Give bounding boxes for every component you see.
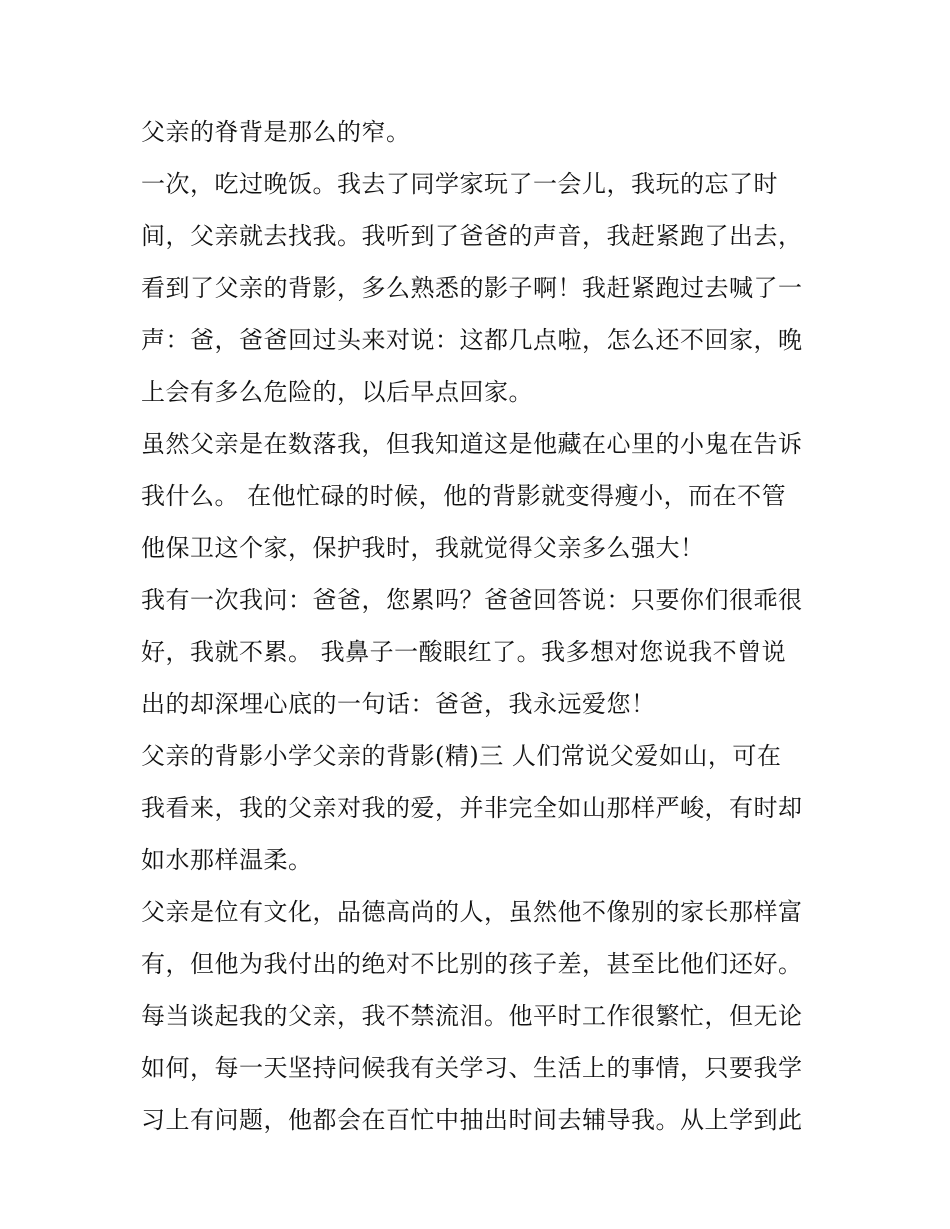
text-line: 如水那样温柔。 bbox=[141, 846, 313, 874]
text-line: 父亲的背影小学父亲的背影(精)三 人们常说父爱如山，可在 bbox=[141, 742, 782, 770]
text-line: 声：爸，爸爸回过头来对说：这都几点啦，怎么还不回家，晚 bbox=[141, 326, 803, 354]
text-line: 看到了父亲的背影，多么熟悉的影子啊！我赶紧跑过去喊了一 bbox=[141, 274, 803, 302]
text-line: 我看来，我的父亲对我的爱，并非完全如山那样严峻，有时却 bbox=[141, 794, 803, 822]
text-line: 出的却深埋心底的一句话：爸爸，我永远爱您！ bbox=[141, 690, 656, 718]
text-line: 我有一次我问：爸爸，您累吗？爸爸回答说：只要你们很乖很 bbox=[141, 586, 803, 614]
text-line: 上会有多么危险的，以后早点回家。 bbox=[141, 378, 533, 406]
body-text bbox=[141, 106, 821, 1146]
text-line: 好，我就不累。 我鼻子一酸眼红了。我多想对您说我不曾说 bbox=[141, 638, 787, 666]
text-line: 我什么。 在他忙碌的时候，他的背影就变得瘦小，而在不管 bbox=[141, 482, 787, 510]
text-line: 间，父亲就去找我。我听到了爸爸的声音，我赶紧跑了出去， bbox=[141, 222, 803, 250]
text-line: 他保卫这个家，保护我时，我就觉得父亲多么强大！ bbox=[141, 534, 705, 562]
text-line: 习上有问题，他都会在百忙中抽出时间去辅导我。从上学到此 bbox=[141, 1106, 803, 1134]
text-line: 每当谈起我的父亲，我不禁流泪。他平时工作很繁忙，但无论 bbox=[141, 1002, 803, 1030]
text-line: 有，但他为我付出的绝对不比别的孩子差，甚至比他们还好。 bbox=[141, 950, 803, 978]
text-line: 父亲是位有文化，品德高尚的人，虽然他不像别的家长那样富 bbox=[141, 898, 803, 926]
text-line: 父亲的脊背是那么的窄。 bbox=[141, 118, 411, 146]
text-line: 如何，每一天坚持问候我有关学习、生活上的事情，只要我学 bbox=[141, 1054, 803, 1082]
text-line: 虽然父亲是在数落我，但我知道这是他藏在心里的小鬼在告诉 bbox=[141, 430, 803, 458]
text-line: 一次，吃过晚饭。我去了同学家玩了一会儿，我玩的忘了时 bbox=[141, 170, 778, 198]
